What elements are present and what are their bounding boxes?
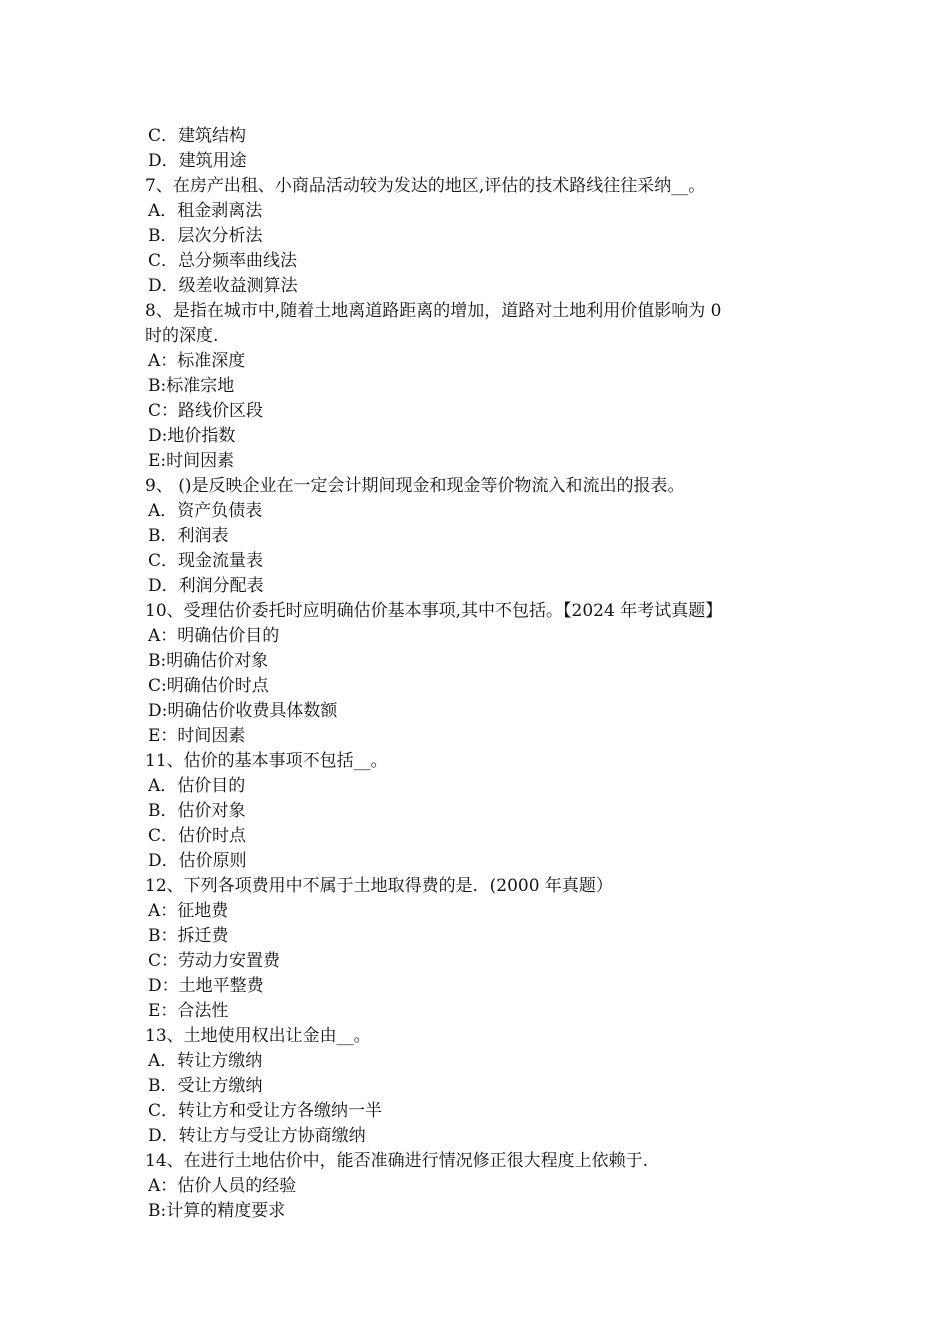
- option-line: C．估价时点: [148, 826, 247, 846]
- question-list: [145, 124, 825, 1224]
- question-line: 8、是指在城市中,随着土地离道路距离的增加，道路对土地利用价值影响为 0: [145, 301, 722, 321]
- option-line: D．利润分配表: [148, 576, 264, 596]
- option-line: A．资产负债表: [148, 501, 263, 521]
- option-line: B:标准宗地: [148, 376, 235, 396]
- question-line-continuation: 时的深度.: [145, 326, 219, 346]
- option-line: A．转让方缴纳: [148, 1051, 263, 1071]
- option-line: C．转让方和受让方各缴纳一半: [148, 1101, 383, 1121]
- option-line: E：合法性: [148, 1001, 229, 1021]
- question-line: 10、受理估价委托时应明确估价基本事项,其中不包括。【2024 年考试真题】: [145, 601, 723, 621]
- option-line: D:明确估价收费具体数额: [148, 701, 338, 721]
- option-line: B．利润表: [148, 526, 229, 546]
- option-line: B．估价对象: [148, 801, 246, 821]
- option-line: A：明确估价目的: [148, 626, 280, 646]
- option-line: A．估价目的: [148, 776, 246, 796]
- option-line: B：拆迁费: [148, 926, 229, 946]
- option-line: A．租金剥离法: [148, 201, 263, 221]
- option-line: A：标准深度: [148, 351, 246, 371]
- option-line: D．转让方与受让方协商缴纳: [148, 1126, 366, 1146]
- option-line: D:地价指数: [148, 426, 236, 446]
- option-line: C：劳动力安置费: [148, 951, 281, 971]
- question-line: 12、下列各项费用中不属于土地取得费的是．(2000 年真题）: [145, 876, 613, 896]
- option-line: D：土地平整费: [148, 976, 264, 996]
- question-line: 7、在房产出租、小商品活动较为发达的地区,评估的技术路线往往采纳__。: [145, 176, 706, 196]
- option-line: D．级差收益测算法: [148, 276, 298, 296]
- option-line: C:明确估价时点: [148, 676, 269, 696]
- question-line: 11、估价的基本事项不包括__。: [145, 751, 388, 771]
- option-line: E:时间因素: [148, 451, 235, 471]
- option-line: B:明确估价对象: [148, 651, 269, 671]
- option-line: E：时间因素: [148, 726, 246, 746]
- option-line: C．现金流量表: [148, 551, 264, 571]
- option-line: A：估价人员的经验: [148, 1176, 297, 1196]
- option-line: C．总分频率曲线法: [148, 251, 298, 271]
- question-line: 13、土地使用权出让金由__。: [145, 1026, 371, 1046]
- question-line: 9、 ()是反映企业在一定会计期间现金和现金等价物流入和流出的报表。: [145, 476, 685, 496]
- option-line: C．建筑结构: [148, 126, 247, 146]
- option-line: D．建筑用途: [148, 151, 247, 171]
- option-line: D．估价原则: [148, 851, 247, 871]
- option-line: B:计算的精度要求: [148, 1201, 286, 1221]
- option-line: B．层次分析法: [148, 226, 263, 246]
- option-line: B．受让方缴纳: [148, 1076, 263, 1096]
- option-line: A：征地费: [148, 901, 229, 921]
- question-line: 14、在进行土地估价中，能否准确进行情况修正很大程度上依赖于.: [145, 1151, 649, 1171]
- option-line: C：路线价区段: [148, 401, 264, 421]
